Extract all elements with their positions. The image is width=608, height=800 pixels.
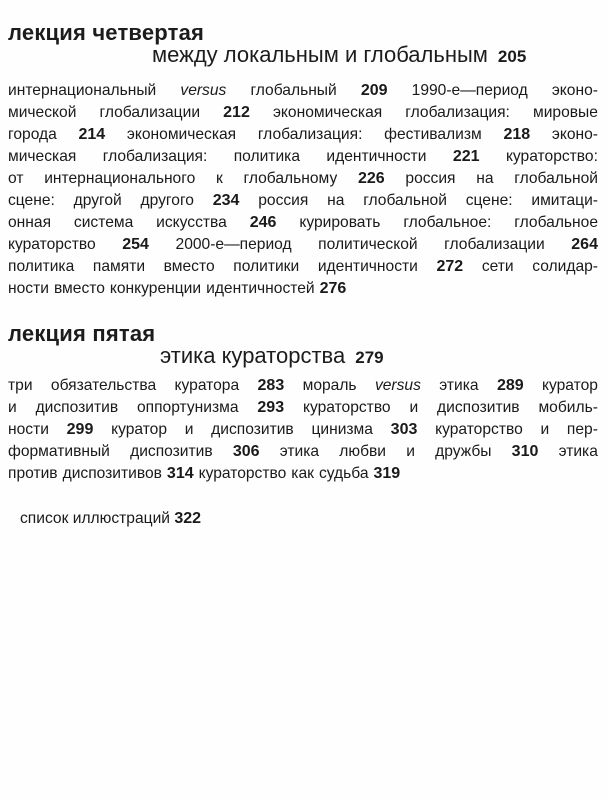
entry-word: куратора xyxy=(174,377,240,394)
entry-word: versus xyxy=(180,82,227,99)
entry-word: три xyxy=(8,377,33,394)
entry-word: политика xyxy=(233,148,300,165)
entry-word: кураторство xyxy=(8,236,96,253)
entry-word: ности xyxy=(8,280,49,297)
entry-word: судьба xyxy=(318,465,369,482)
entry-word: диспозитив xyxy=(211,421,294,438)
entry-word: кураторство xyxy=(435,421,523,438)
entry-word: идентичности xyxy=(326,148,427,165)
page-number: 221 xyxy=(452,148,480,165)
page-number: 306 xyxy=(232,443,260,460)
entry-word: вместо xyxy=(163,258,215,275)
entry-word: идентичности xyxy=(317,258,418,275)
entry-word: экономическая xyxy=(272,104,383,121)
entry-word: глобальное: xyxy=(403,214,492,231)
lecture-four-line xyxy=(8,278,598,300)
lecture-five-line xyxy=(8,375,598,397)
entry-word: этика xyxy=(439,377,479,394)
entry-word: куратор xyxy=(542,377,598,394)
entry-word: политической xyxy=(318,236,418,253)
entry-word: фестивализм xyxy=(384,126,482,143)
entry-word: глобализации xyxy=(99,104,201,121)
entry-word: глобальный xyxy=(250,82,337,99)
lecture-four-line xyxy=(8,80,598,102)
page-number: 218 xyxy=(503,126,531,143)
lecture-four-title-row xyxy=(152,42,526,70)
lecture-four-line xyxy=(8,102,598,124)
entry-word: мораль xyxy=(302,377,357,394)
entry-word: россия xyxy=(405,170,456,187)
entry-word: мировые xyxy=(533,104,598,121)
entry-word: и xyxy=(409,399,419,416)
page-number: 314 xyxy=(166,465,194,482)
lecture-five-line xyxy=(8,419,598,441)
entry-word: этика xyxy=(279,443,320,460)
entry-word: диспозитив xyxy=(130,443,213,460)
entry-word: обязательства xyxy=(50,377,157,394)
entry-word: экономическая xyxy=(126,126,237,143)
entry-word: конкуренции xyxy=(109,280,202,297)
entry-word: цинизма xyxy=(311,421,373,438)
entry-word: куратор xyxy=(111,421,168,438)
illustrations-page: 322 xyxy=(174,510,202,527)
entry-word: оппортунизма xyxy=(136,399,239,416)
entry-word: к xyxy=(215,170,223,187)
entry-word: курировать xyxy=(299,214,381,231)
lecture-four-line xyxy=(8,190,598,212)
entry-word: и xyxy=(184,421,194,438)
entry-word: versus xyxy=(374,377,421,394)
lecture-four-line xyxy=(8,234,598,256)
illustrations-entry xyxy=(20,508,201,530)
entry-word: искусства xyxy=(156,214,227,231)
entry-word: другой xyxy=(73,192,122,209)
entry-word: диспозитив xyxy=(35,399,119,416)
entry-word: и xyxy=(540,421,550,438)
entry-word: памяти xyxy=(92,258,146,275)
page-number: 310 xyxy=(511,443,539,460)
page-number: 283 xyxy=(257,377,285,394)
entry-word: и xyxy=(406,443,415,460)
lecture-five-line xyxy=(8,397,598,419)
page-number: 299 xyxy=(66,421,94,438)
entry-word: кураторство: xyxy=(505,148,598,165)
lecture-four-heading: лекция четвертая xyxy=(8,20,205,45)
lecture-four-contents xyxy=(8,80,598,300)
entry-word: эконо- xyxy=(551,126,598,143)
page-number: 246 xyxy=(249,214,277,231)
entry-word: мобиль- xyxy=(538,399,598,416)
page-number: 319 xyxy=(373,465,401,482)
entry-word: на xyxy=(327,192,345,209)
entry-word: глобальной xyxy=(363,192,447,209)
entry-word: города xyxy=(8,126,57,143)
entry-word: диспозитив xyxy=(437,399,520,416)
entry-word: эконо- xyxy=(551,82,598,99)
entry-word: глобальное xyxy=(514,214,598,231)
entry-word: идентичностей xyxy=(206,280,315,297)
page-number: 272 xyxy=(436,258,464,275)
entry-word: другого xyxy=(140,192,194,209)
lecture-four-line xyxy=(8,124,598,146)
entry-word: глобализация: xyxy=(257,126,363,143)
entry-word: как xyxy=(291,465,314,482)
page-number: 303 xyxy=(390,421,418,438)
entry-word: сцене: xyxy=(465,192,513,209)
page-number: 293 xyxy=(257,399,285,416)
entry-word: интернационального xyxy=(44,170,196,187)
page-number: 226 xyxy=(357,170,385,187)
page-number: 254 xyxy=(122,236,149,253)
entry-word: вместо xyxy=(53,280,105,297)
entry-word: и xyxy=(8,399,17,416)
lecture-five-contents xyxy=(8,375,598,485)
entry-word: пер- xyxy=(566,421,598,438)
illustrations-label: список иллюстраций xyxy=(20,510,170,527)
lecture-five-title: этика кураторства xyxy=(160,343,346,368)
lecture-four-line xyxy=(8,168,598,190)
entry-word: система xyxy=(73,214,134,231)
page-number: 209 xyxy=(360,82,388,99)
lecture-four-title: между локальным и глобальным xyxy=(152,42,488,67)
entry-word: политики xyxy=(233,258,300,275)
lecture-five-title-row xyxy=(160,343,384,371)
entry-word: против xyxy=(8,465,58,482)
lecture-five-title-page: 279 xyxy=(355,348,384,367)
entry-word: онная xyxy=(8,214,52,231)
entry-word: глобальному xyxy=(243,170,338,187)
page-number: 212 xyxy=(223,104,250,121)
entry-word: любви xyxy=(339,443,387,460)
entry-word: диспозитивов xyxy=(62,465,162,482)
lecture-five-line xyxy=(8,463,598,485)
entry-word: 2000-е—период xyxy=(175,236,292,253)
entry-word: солидар- xyxy=(532,258,598,275)
entry-word: на xyxy=(476,170,494,187)
page-number: 264 xyxy=(571,236,598,253)
page-number: 214 xyxy=(78,126,106,143)
entry-word: россия xyxy=(258,192,309,209)
lecture-four-line xyxy=(8,146,598,168)
entry-word: глобализации xyxy=(444,236,545,253)
entry-word: глобализация: xyxy=(102,148,208,165)
page-number: 234 xyxy=(212,192,240,209)
entry-word: этика xyxy=(558,443,598,460)
entry-word: сцене: xyxy=(8,192,55,209)
entry-word: мической xyxy=(8,104,77,121)
entry-word: политика xyxy=(8,258,75,275)
entry-word: имитаци- xyxy=(531,192,598,209)
entry-word: дружбы xyxy=(435,443,492,460)
lecture-four-line xyxy=(8,256,598,278)
lecture-five-heading: лекция пятая xyxy=(8,321,156,346)
entry-word: сети xyxy=(481,258,514,275)
page-number: 289 xyxy=(496,377,524,394)
lecture-four-line xyxy=(8,212,598,234)
entry-word: 1990-е—период xyxy=(411,82,528,99)
entry-word: кураторство xyxy=(198,465,287,482)
entry-word: ности xyxy=(8,421,49,438)
entry-word: формативный xyxy=(8,443,110,460)
page-number: 276 xyxy=(319,280,347,297)
lecture-five-line xyxy=(8,441,598,463)
entry-word: мическая xyxy=(8,148,77,165)
lecture-four-title-page: 205 xyxy=(497,47,527,66)
entry-word: интернациональный xyxy=(8,82,157,99)
entry-word: глобализация: xyxy=(405,104,510,121)
entry-word: кураторство xyxy=(302,399,391,416)
entry-word: от xyxy=(8,170,24,187)
entry-word: глобальной xyxy=(514,170,598,187)
